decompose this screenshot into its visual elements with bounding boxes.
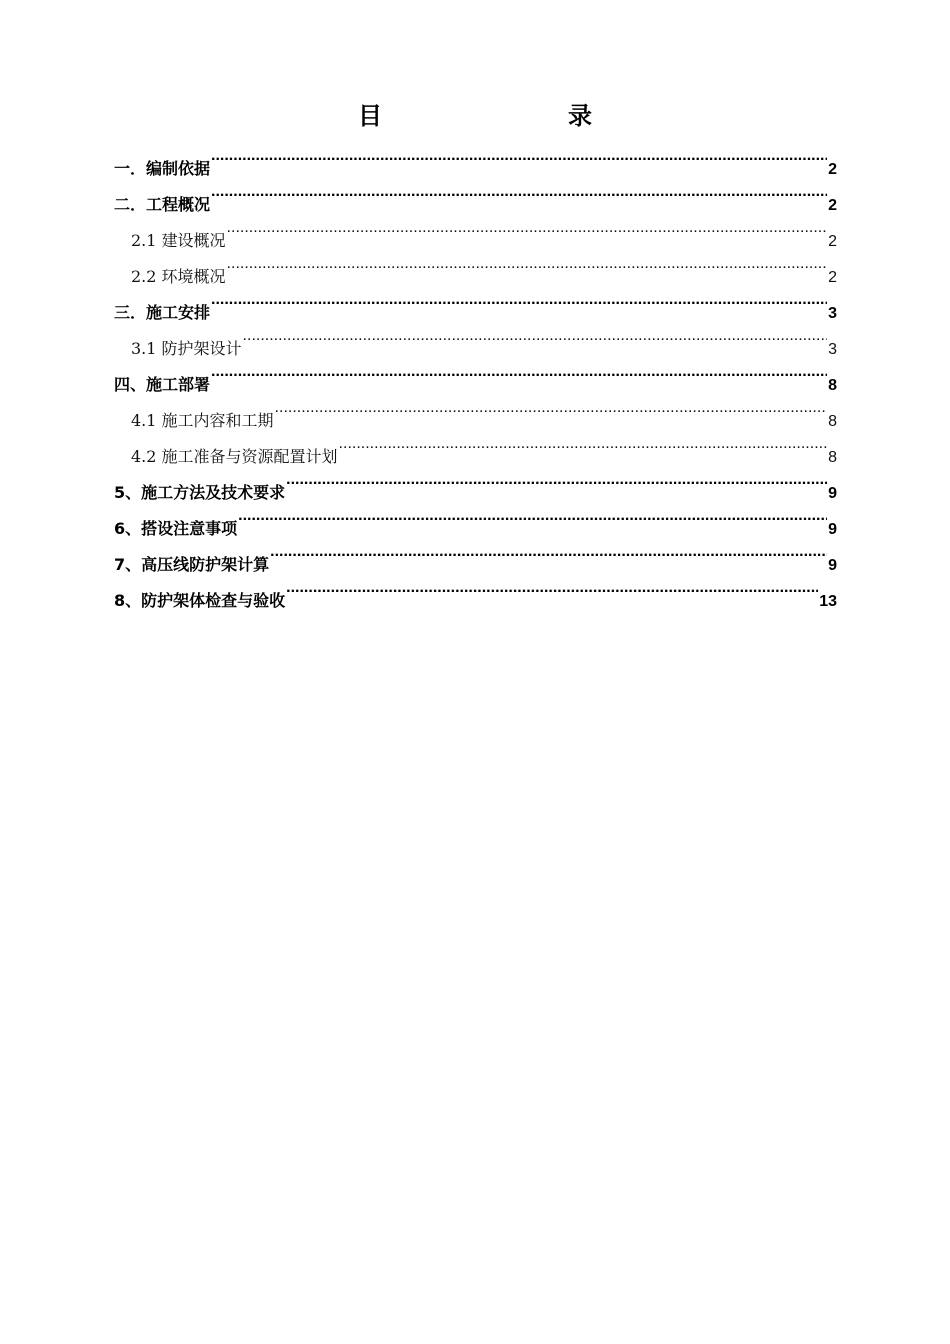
toc-dot-leader [270,534,827,570]
toc-entry-page: 9 [828,557,837,574]
toc-entry-text: 三．施工安排 [114,303,211,322]
toc-entry-page: 8 [828,413,837,430]
toc-dot-leader [339,426,828,462]
toc-entry-page: 9 [828,485,837,502]
toc-dot-leader [243,318,828,354]
toc-dot-leader [238,498,827,534]
toc-entry[interactable] [114,354,837,394]
toc-entry-page: 9 [828,521,837,538]
toc-entry-text: 4.2 施工准备与资源配置计划 [131,447,338,466]
toc-entry-page: 13 [819,593,837,610]
toc-entry-page: 2 [828,233,837,250]
toc-entry-text: 8、防护架体检查与验收 [114,591,286,610]
toc-entry-text: 一．编制依据 [114,159,211,178]
toc-dot-leader [286,570,818,606]
toc-entry-text: 3.1 防护架设计 [131,339,242,358]
toc-subentry[interactable] [114,390,837,430]
toc-subentry[interactable] [114,210,837,250]
toc-entry-page: 2 [828,197,837,214]
toc-dot-leader [211,138,827,174]
toc-dot-leader [227,210,828,246]
toc-dot-leader [227,246,828,282]
toc-entry[interactable] [114,174,837,214]
toc-entry-text: 四、施工部署 [114,375,211,394]
toc-dot-leader [211,354,827,390]
toc-dot-leader [286,462,827,498]
toc-entry-text: 2.1 建设概况 [131,231,226,250]
toc-entry-text: 2.2 环境概况 [131,267,226,286]
toc-entry-page: 2 [828,269,837,286]
toc-entry-text: 4.1 施工内容和工期 [131,411,274,430]
toc-subentry[interactable] [114,318,837,358]
toc-entry-text: 7、高压线防护架计算 [114,555,270,574]
toc-entry-page: 3 [828,305,837,322]
toc-title: 目 录 [358,102,638,130]
toc-dot-leader [211,174,827,210]
toc-entry[interactable] [114,138,837,178]
toc-entry-text: 5、施工方法及技术要求 [114,483,286,502]
toc-entry[interactable] [114,282,837,322]
toc-dot-leader [275,390,828,426]
toc-dot-leader [211,282,827,318]
toc-entry-page: 8 [828,377,837,394]
toc-entry-text: 6、搭设注意事项 [114,519,238,538]
toc-entry-page: 8 [828,449,837,466]
toc-entry-page: 2 [828,161,837,178]
table-of-contents [114,138,837,610]
toc-entry-page: 3 [828,341,837,358]
toc-entry-text: 二．工程概况 [114,195,211,214]
